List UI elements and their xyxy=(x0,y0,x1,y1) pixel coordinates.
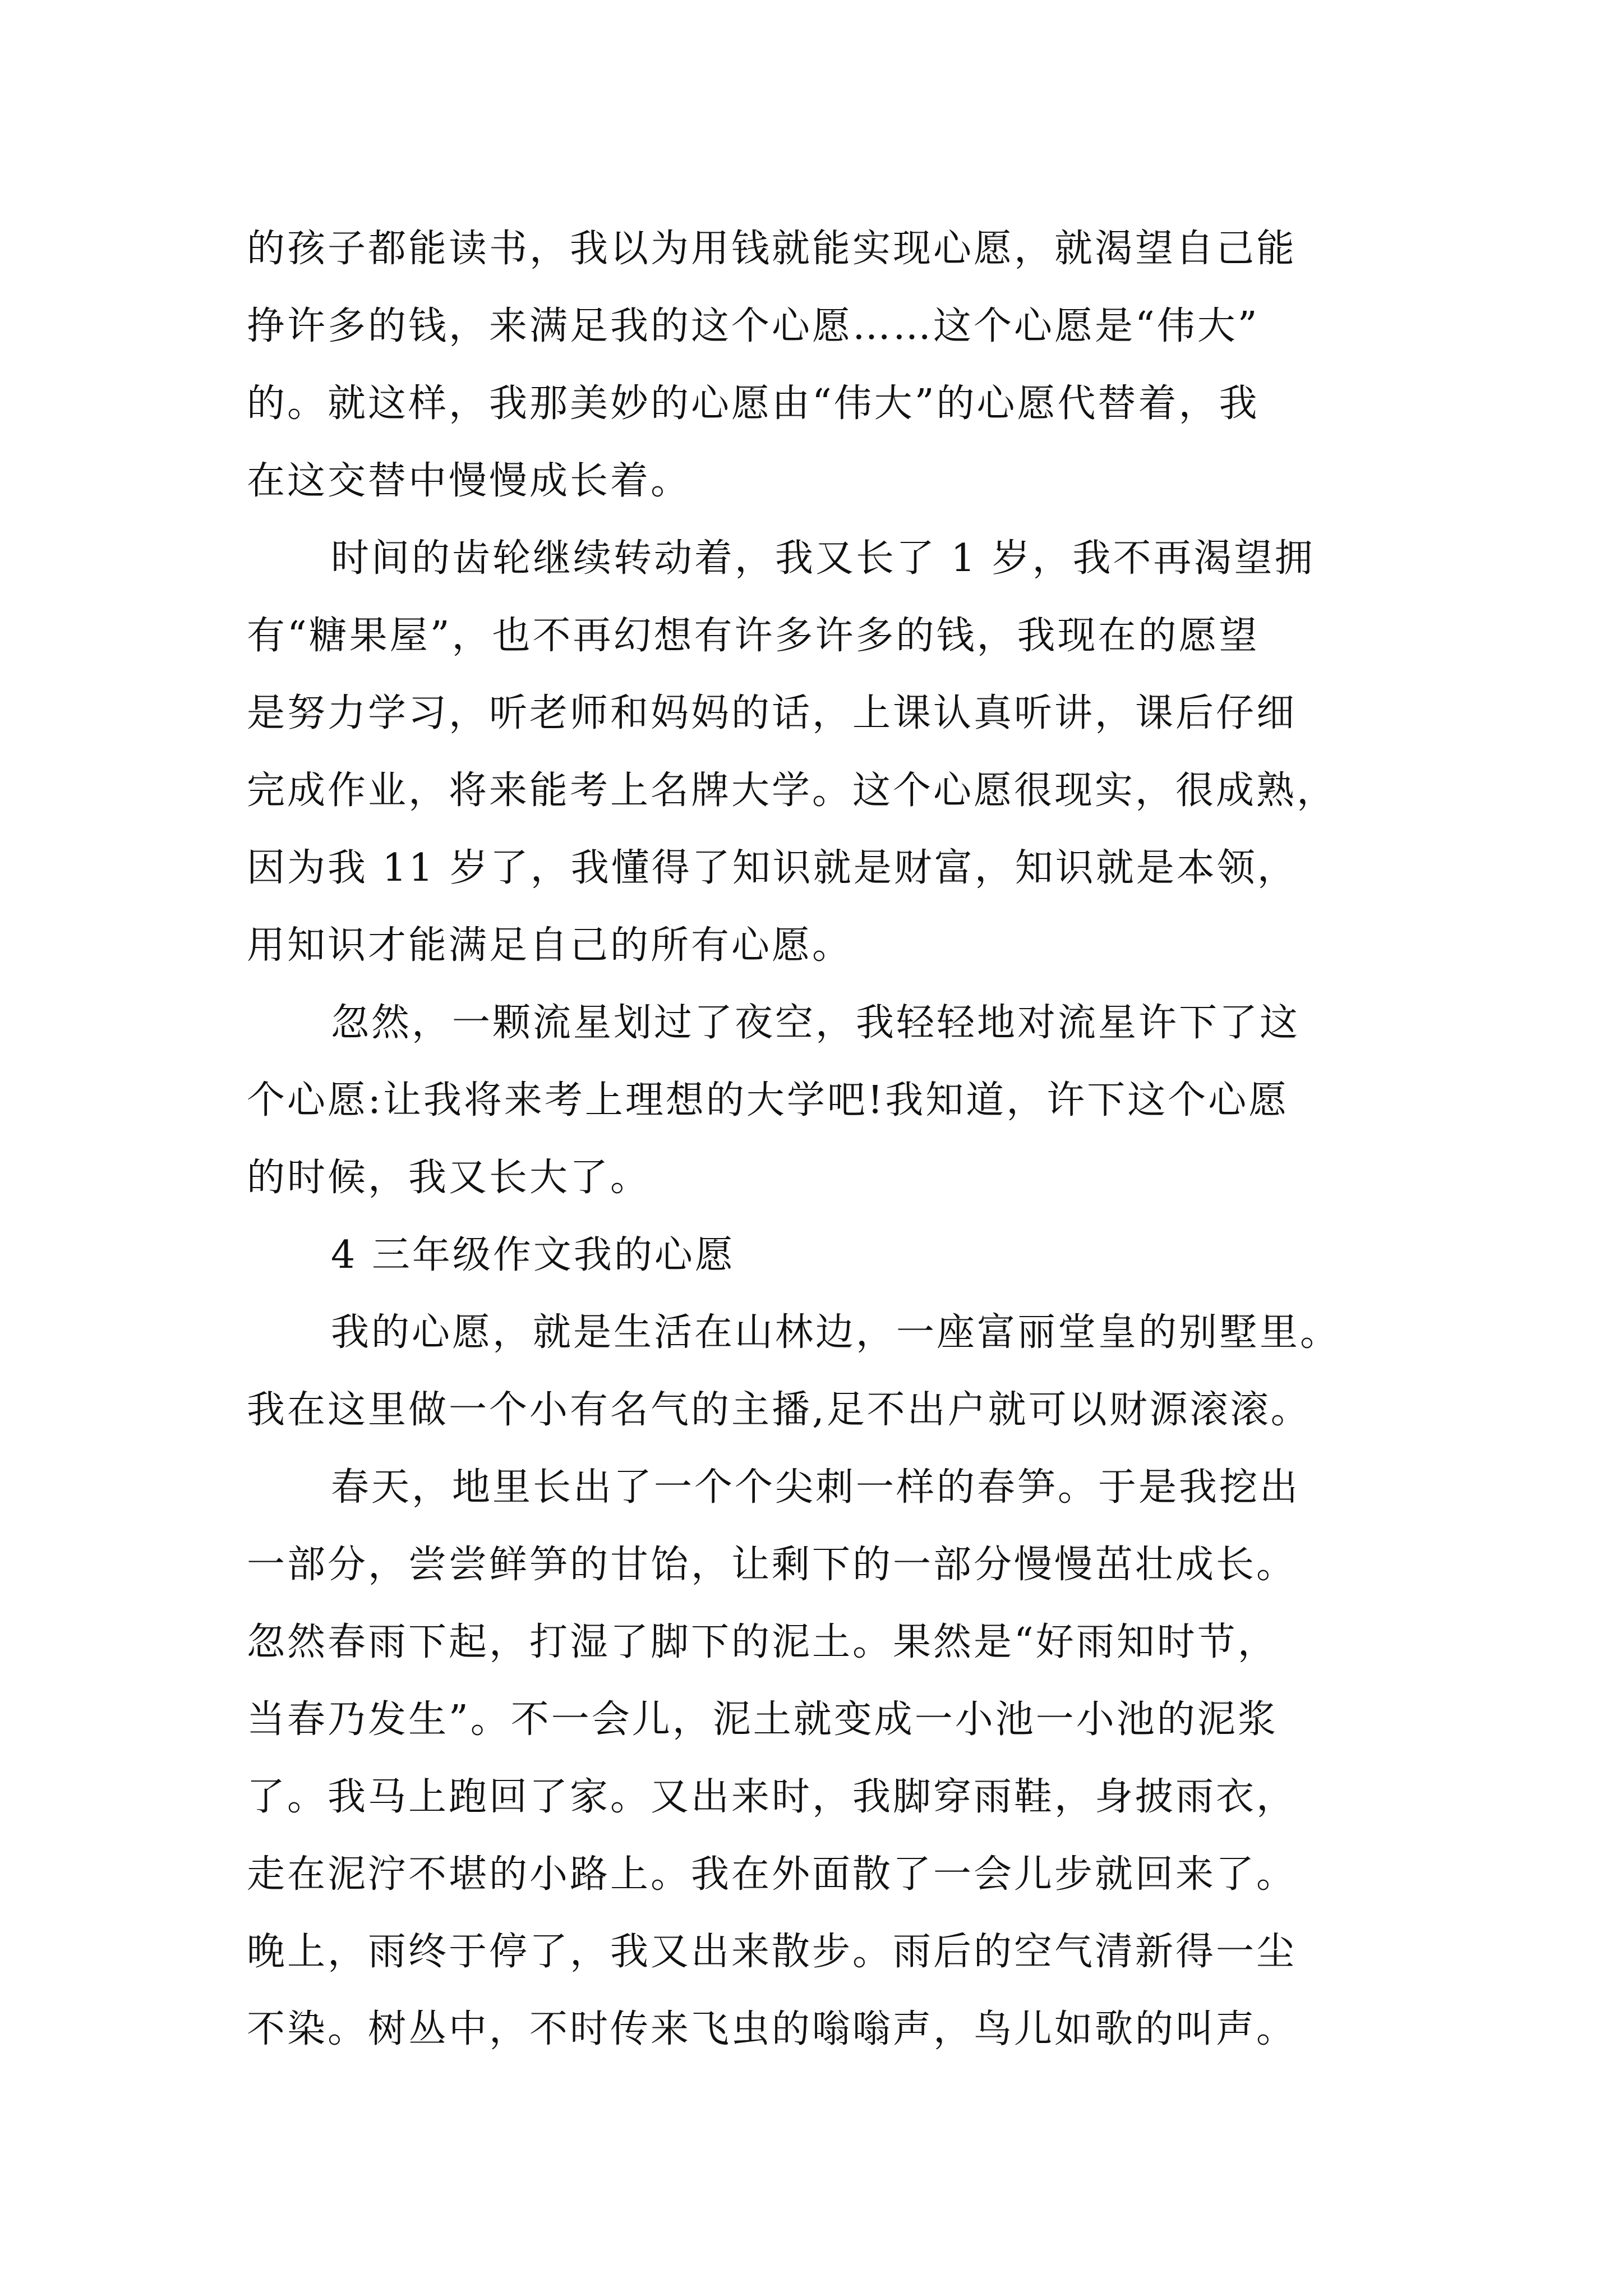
text-line: 的孩子都能读书，我以为用钱就能实现心愿，就渴望自己能 xyxy=(247,227,1297,271)
text-line: 晚上，雨终于停了，我又出来散步。雨后的空气清新得一尘 xyxy=(247,1930,1297,1974)
text-line: 在这交替中慢慢成长着。 xyxy=(247,459,691,503)
text-line: 忽然春雨下起，打湿了脚下的泥土。果然是“好雨知时节， xyxy=(247,1620,1278,1664)
text-line: 用知识才能满足自己的所有心愿。 xyxy=(247,923,853,968)
text-line: 是努力学习，听老师和妈妈的话，上课认真听讲，课后仔细 xyxy=(247,691,1297,735)
document-body xyxy=(247,210,1385,2068)
text-line: 的时候，我又长大了。 xyxy=(247,1156,651,1200)
text-line: 的。就这样，我那美妙的心愿由“伟大”的心愿代替着，我 xyxy=(247,381,1260,426)
paragraph-first-line: 忽然，一颗流星划过了夜空，我轻轻地对流星许下了这 xyxy=(331,1001,1301,1045)
text-line: 我在这里做一个小有名气的主播,足不出户就可以财源滚滚。 xyxy=(247,1388,1311,1432)
text-line: 个心愿:让我将来考上理想的大学吧!我知道，许下这个心愿 xyxy=(247,1078,1289,1122)
paragraph-first-line: 时间的齿轮继续转动着，我又长了 1 岁，我不再渴望拥 xyxy=(331,536,1315,581)
section-heading: 4 三年级作文我的心愿 xyxy=(331,1233,735,1277)
paragraph-first-line: 我的心愿，就是生活在山林边，一座富丽堂皇的别墅里。 xyxy=(331,1310,1341,1355)
text-line: 当春乃发生”。不一会儿，泥土就变成一小池一小池的泥浆 xyxy=(247,1697,1278,1742)
text-line: 走在泥泞不堪的小路上。我在外面散了一会儿步就回来了。 xyxy=(247,1852,1297,1897)
paragraph-first-line: 春天，地里长出了一个个尖刺一样的春笋。于是我挖出 xyxy=(331,1465,1301,1510)
text-line: 有“糖果屋”，也不再幻想有许多许多的钱，我现在的愿望 xyxy=(247,614,1260,658)
text-line: 了。我马上跑回了家。又出来时，我脚穿雨鞋，身披雨衣， xyxy=(247,1775,1297,1819)
text-line: 不染。树丛中，不时传来飞虫的嗡嗡声，鸟儿如歌的叫声。 xyxy=(247,2007,1297,2051)
text-line: 完成作业，将来能考上名牌大学。这个心愿很现实，很成熟， xyxy=(247,769,1338,813)
text-line: 挣许多的钱，来满足我的这个心愿……这个心愿是“伟大” xyxy=(247,304,1260,348)
text-line: 一部分，尝尝鲜笋的甘饴，让剩下的一部分慢慢茁壮成长。 xyxy=(247,1543,1297,1587)
text-line: 因为我 11 岁了，我懂得了知识就是财富，知识就是本领， xyxy=(247,846,1298,890)
